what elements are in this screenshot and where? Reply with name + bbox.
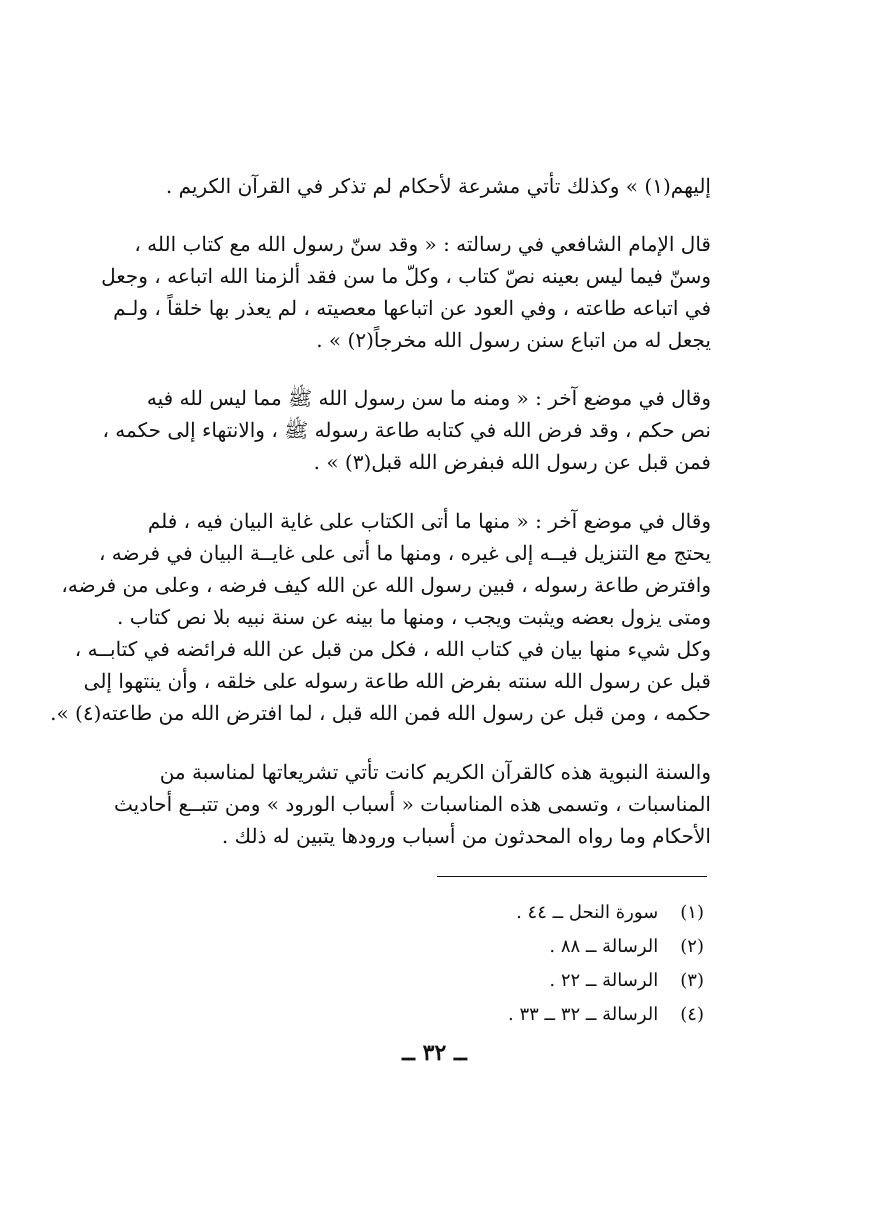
text-line: المناسبات ، وتسمى هذه المناسبات « أسباب الورود » ومن تتبــع أحاديث bbox=[114, 792, 711, 816]
text-line: يحتج مع التنزيل فيــه إلى غيره ، ومنها ما أتى على غايــة البيان في فرضه ، bbox=[98, 541, 711, 565]
footnote-item bbox=[508, 998, 704, 1032]
paragraph-1 bbox=[155, 170, 711, 202]
text-line: والسنة النبوية هذه كالقرآن الكريم كانت تأتي تشريعاتها لمناسبة من bbox=[159, 760, 711, 784]
text-line: وسنّ فيما ليس بعينه نصّ كتاب ، وكلّ ما سن فقد ألزمنا الله اتباعه ، وجعل bbox=[101, 264, 711, 288]
footnote-item bbox=[508, 964, 704, 998]
paragraph-3 bbox=[102, 382, 711, 478]
text-line: قال الإمام الشافعي في رسالته : « وقد سنّ رسول الله مع كتاب الله ، bbox=[134, 232, 711, 256]
paragraph-2 bbox=[101, 228, 711, 356]
footnote-item bbox=[508, 896, 704, 930]
footnote-text: الرسالة ــ ٢٢ . bbox=[549, 970, 659, 991]
text-line: فمن قبل عن رسول الله فبفرض الله قبل(٣) » . bbox=[313, 450, 711, 474]
footnote-number: (٢) bbox=[680, 936, 704, 957]
text-line: قبل عن رسول الله سنته بفرض الله طاعة رسوله على خلقه ، وأن ينتهوا إلى bbox=[83, 669, 711, 693]
footnote-divider bbox=[437, 876, 707, 877]
text-line: وقال في موضع آخر : « منها ما أتى الكتاب على غاية البيان فيه ، فلم bbox=[147, 509, 711, 533]
footnote-number: (٣) bbox=[680, 970, 704, 991]
text-line: في اتباعه طاعته ، وفي العود عن اتباعها معصيته ، لم يعذر بها خلقاً ، ولـم bbox=[113, 296, 711, 320]
footnote-number: (٤) bbox=[680, 1004, 704, 1025]
footnotes bbox=[508, 896, 704, 1032]
text-line: الأحكام وما رواه المحدثون من أسباب ورودها يتبين له ذلك . bbox=[221, 824, 711, 848]
text-line: وافترض طاعة رسوله ، فبين رسول الله عن الله كيف فرضه ، وعلى من فرضه، bbox=[61, 573, 711, 597]
text-line: ومتى يزول بعضه ويثبت ويجب ، ومنها ما بينه عن سنة نبيه بلا نص كتاب . bbox=[117, 605, 711, 629]
footnote-text: سورة النحل ــ ٤٤ . bbox=[516, 902, 659, 923]
footnote-text: الرسالة ــ ٨٨ . bbox=[549, 936, 659, 957]
text-line: إليهم(١) » وكذلك تأتي مشرعة لأحكام لم تذكر في القرآن الكريم . bbox=[165, 174, 711, 198]
page-number: ــ ٣٢ ــ bbox=[402, 1040, 467, 1066]
footnote-text: الرسالة ــ ٣٢ ــ ٣٣ . bbox=[508, 1004, 659, 1025]
text-line: نص حكم ، وقد فرض الله في كتابه طاعة رسوله ﷺ ، والانتهاء إلى حكمه ، bbox=[102, 418, 711, 442]
text-line: يجعل له من اتباع سنن رسول الله مخرجاً(٢) » . bbox=[316, 328, 711, 352]
paragraph-4 bbox=[50, 505, 711, 729]
paragraph-5 bbox=[114, 756, 711, 852]
text-line: وكل شيء منها بيان في كتاب الله ، فكل من قبل عن الله فرائضه في كتابــه ، bbox=[74, 637, 711, 661]
footnote-number: (١) bbox=[680, 902, 704, 923]
text-line: حكمه ، ومن قبل عن رسول الله فمن الله قبل ، لما افترض الله من طاعته(٤) ». bbox=[50, 701, 711, 725]
text-line: وقال في موضع آخر : « ومنه ما سن رسول الله ﷺ مما ليس لله فيه bbox=[146, 386, 711, 410]
footnote-item bbox=[508, 930, 704, 964]
